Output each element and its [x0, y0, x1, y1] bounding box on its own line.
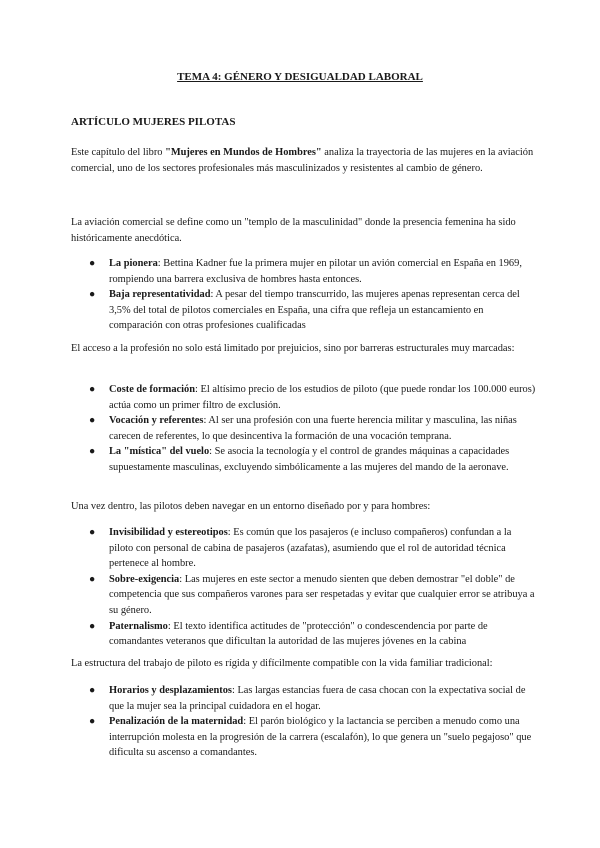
list-item — [71, 444, 537, 475]
bullet-icon: ● — [89, 685, 96, 696]
bullet-icon: ● — [89, 415, 96, 427]
list-item-term: Penalización de la maternidad — [109, 716, 244, 728]
list-item — [71, 683, 537, 714]
list-item-text: : Se asocia la tecnología y el control de grandes máquinas a capacidades supuestamente masculinas, excluyendo simbólicamente a las mujeres del mando de la aeronave. — [109, 446, 510, 473]
list-item-term: La "mística" del vuelo — [109, 446, 210, 458]
list-item — [71, 714, 537, 761]
list-item-text: : Las largas estancias fuera de casa chocan con la expectativa social de que la mujer sea la principal cuidadora en el hogar. — [109, 685, 526, 712]
list-item-term: Vocación y referentes — [109, 415, 204, 427]
list-item-text: : Bettina Kadner fue la primera mujer en pilotar un avión comercial en España en 1969, rompiendo una barrera exclusiva de hombres hasta entonces. — [109, 258, 522, 285]
list-item — [71, 619, 537, 650]
list-item-term: Sobre-exigencia — [109, 573, 180, 585]
access-paragraph: El acceso a la profesión no solo está limitado por prejuicios, sino por barreras estructurales muy marcadas: — [71, 343, 515, 354]
list-item-text: : Las mujeres en este sector a menudo sienten que deben demostrar "el doble" de competencia que sus compañeros varones para ser respetadas y evitar que cualquier error se atribuya a su género. — [109, 573, 535, 616]
bullet-icon: ● — [89, 384, 96, 395]
intro-text-after: analiza la trayectoria de las mujeres en la aviación comercial, uno de los sectores profesionales más masculinizados y resistentes al cambio de género. — [71, 147, 534, 174]
list-item-term: Baja representatividad — [109, 289, 211, 301]
bullet-icon: ● — [89, 289, 96, 301]
section-heading: ARTÍCULO MUJERES PILOTAS — [71, 116, 236, 128]
list-item-term: Coste de formación — [109, 384, 195, 395]
bullet-icon: ● — [89, 620, 96, 632]
pioneer-list — [71, 256, 537, 334]
intro-text-before: Este capítulo del libro — [71, 147, 166, 158]
list-item — [71, 572, 537, 619]
list-item — [71, 382, 537, 413]
aviation-paragraph: La aviación comercial se define como un "templo de la masculinidad" donde la presencia femenina ha sido históricamente anecdótica. — [71, 217, 516, 244]
list-item-text: : A pesar del tiempo transcurrido, las mujeres apenas representan cerca del 3,5% del total de pilotos comerciales en España, una cifra que refleja un estancamiento en comparación con otras profesiones cualificadas — [109, 289, 520, 332]
list-item — [71, 525, 537, 572]
document-title: TEMA 4: GÉNERO Y DESIGUALDAD LABORAL — [177, 71, 423, 83]
list-item — [71, 287, 537, 334]
bullet-icon: ● — [89, 446, 96, 458]
inside-paragraph: Una vez dentro, las pilotos deben navegar en un entorno diseñado por y para hombres: — [71, 501, 431, 512]
environment-list — [71, 525, 537, 650]
structure-paragraph: La estructura del trabajo de piloto es rígida y difícilmente compatible con la vida familiar tradicional: — [71, 658, 493, 669]
list-item-text: : El altísimo precio de los estudios de piloto (que puede rondar los 100.000 euros) actúa como un primer filtro de exclusión. — [109, 384, 536, 411]
list-item — [71, 256, 537, 287]
barriers-list — [71, 382, 537, 476]
list-item — [71, 413, 537, 444]
list-item-term: La pionera — [109, 258, 158, 269]
list-item-text: : El parón biológico y la lactancia se perciben a menudo como una interrupción molesta en la progresión de la carrera (escalafón), lo que genera un "suelo pegajoso" que dificulta su ascenso a comandantes. — [109, 716, 532, 759]
list-item-text: : Al ser una profesión con una fuerte herencia militar y masculina, las niñas carecen de referentes, lo que desincentiva la formación de una vocación temprana. — [109, 415, 517, 442]
bullet-icon: ● — [89, 716, 96, 728]
bullet-icon: ● — [89, 527, 96, 538]
bullet-icon: ● — [89, 573, 96, 585]
family-list — [71, 683, 537, 761]
list-item-term: Horarios y desplazamientos — [109, 685, 232, 696]
list-item-term: Invisibilidad y estereotipos — [109, 527, 228, 538]
book-title: "Mujeres en Mundos de Hombres" — [165, 147, 322, 158]
list-item-text: : Es común que los pasajeros (e incluso compañeros) confundan a la piloto con personal de cabina de pasajeros (azafatas), asumiendo que el rol de autoridad técnica pertenece al hombre. — [109, 527, 512, 570]
bullet-icon: ● — [89, 258, 96, 269]
intro-paragraph — [71, 145, 537, 176]
list-item-text: : El texto identifica actitudes de "protección" o condescendencia por parte de comandantes veteranos que dificultan la autoridad de las mujeres jóvenes en la cabina — [109, 620, 488, 648]
list-item-term: Paternalismo — [109, 620, 168, 632]
